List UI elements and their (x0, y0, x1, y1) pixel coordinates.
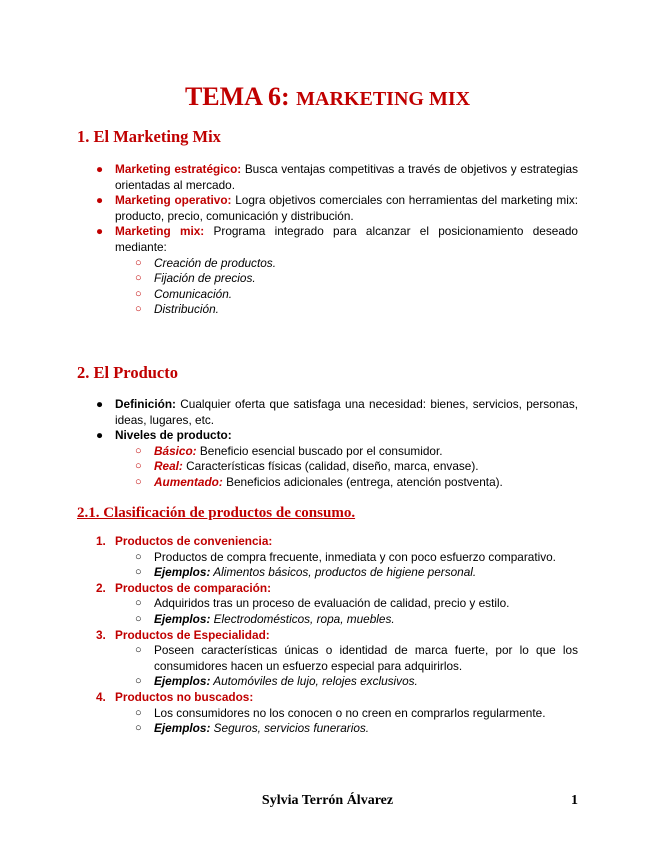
sub-item-term: Básico: (154, 443, 197, 458)
title-rest: MARKETING MIX (296, 88, 471, 110)
list-item (96, 397, 578, 428)
sub-item-text: Los consumidores no los conocen o no creen en comprarlos regularmente. (154, 705, 546, 720)
list-item (96, 193, 578, 224)
item-title: Productos no buscados: (115, 689, 254, 704)
sub-item (96, 302, 578, 318)
item-number: 3. (96, 627, 106, 642)
footer-author: Sylvia Terrón Álvarez (261, 793, 394, 808)
circle-bullet-icon: ○ (135, 675, 142, 688)
page-title (0, 82, 655, 114)
list-item (96, 224, 578, 255)
sub-item-text: Adquiridos tras un proceso de evaluación de calidad, precio y estilo. (154, 596, 510, 611)
section-2-heading: 2. El Producto (77, 363, 178, 382)
numbered-item (96, 581, 578, 597)
circle-bullet-icon: ○ (135, 550, 142, 563)
item-title: Productos de comparación: (115, 580, 272, 595)
sub-item (96, 674, 578, 690)
item-text: Programa integrado para alcanzar el posicionamiento deseado mediante: (115, 224, 578, 254)
page-number: 1 (571, 793, 578, 808)
example-label: Ejemplos: (154, 611, 211, 626)
sub-item-text: Comunicación. (154, 286, 233, 301)
sub-item-text: Productos de compra frecuente, inmediata y con poco esfuerzo comparativo. (154, 549, 556, 564)
circle-bullet-icon: ○ (135, 444, 142, 457)
circle-bullet-icon: ○ (135, 644, 142, 657)
circle-bullet-icon: ○ (135, 597, 142, 610)
section-1-list (96, 162, 578, 318)
item-term: Marketing estratégico: (115, 162, 242, 176)
sub-item-text: Poseen características únicas o identidad de marca fuerte, por lo que los consumidores hacen un esfuerzo especial para adquirirlos. (154, 643, 578, 673)
list-item (96, 428, 578, 444)
example-label: Ejemplos: (154, 674, 211, 689)
circle-bullet-icon: ○ (135, 460, 142, 473)
bullet-icon: ● (96, 397, 104, 411)
bullet-icon: ● (96, 162, 104, 176)
sub-item-text: Características físicas (calidad, diseño, marca, envase). (182, 459, 479, 474)
item-number: 1. (96, 534, 106, 548)
sub-item (96, 444, 578, 460)
example-label: Ejemplos: (154, 565, 211, 580)
item-title: Productos de conveniencia: (115, 534, 273, 548)
item-term: Marketing operativo: (115, 193, 232, 208)
circle-bullet-icon: ○ (135, 475, 142, 488)
item-text: Logra objetivos comerciales con herramientas del marketing mix: producto, precio, comunicación y distribución. (115, 193, 578, 223)
section-2-1-list (96, 534, 578, 737)
sub-item (96, 643, 578, 674)
example-label: Ejemplos: (154, 721, 211, 736)
item-term: Marketing mix: (115, 224, 205, 239)
circle-bullet-icon: ○ (135, 256, 142, 269)
sub-item-text: Distribución. (154, 302, 219, 317)
sub-item-text: Creación de productos. (154, 255, 276, 270)
bullet-icon: ● (96, 428, 104, 443)
section-1-heading: 1. El Marketing Mix (77, 127, 221, 146)
circle-bullet-icon: ○ (135, 566, 142, 579)
sub-item (96, 612, 578, 628)
sub-item (96, 475, 578, 491)
sub-item-text: Beneficios adicionales (entrega, atención postventa). (222, 474, 503, 489)
circle-bullet-icon: ○ (135, 287, 142, 300)
item-term: Definición: (115, 397, 176, 411)
sub-item (96, 596, 578, 612)
sub-item (96, 721, 578, 737)
example-text: Automóviles de lujo, relojes exclusivos. (210, 674, 418, 689)
circle-bullet-icon: ○ (135, 612, 142, 625)
sub-item (96, 287, 578, 303)
sub-item (96, 706, 578, 722)
sub-item-term: Aumentado: (154, 474, 223, 489)
item-term: Niveles de producto: (115, 428, 232, 443)
item-title: Productos de Especialidad: (115, 627, 270, 642)
numbered-item (96, 690, 578, 706)
title-main: TEMA 6: (184, 82, 290, 111)
item-number: 4. (96, 689, 106, 704)
circle-bullet-icon: ○ (135, 303, 142, 316)
sub-item (96, 459, 578, 475)
section-2-list (96, 397, 578, 491)
circle-bullet-icon: ○ (135, 722, 142, 735)
bullet-icon: ● (96, 224, 104, 239)
example-text: Seguros, servicios funerarios. (210, 721, 370, 736)
list-item (96, 162, 578, 193)
sub-item-text: Fijación de precios. (154, 271, 256, 286)
sub-item-text: Beneficio esencial buscado por el consumidor. (196, 443, 443, 458)
circle-bullet-icon: ○ (135, 706, 142, 719)
item-number: 2. (96, 580, 106, 595)
item-text: Cualquier oferta que satisfaga una necesidad: bienes, servicios, personas, ideas, lugares, etc. (115, 397, 578, 427)
item-text: Busca ventajas competitivas a través de objetivos y estrategias orientadas al mercado. (115, 162, 578, 192)
numbered-item (96, 628, 578, 644)
sub-item (96, 565, 578, 581)
numbered-item (96, 534, 578, 550)
sub-item-term: Real: (154, 459, 183, 474)
sub-item (96, 271, 578, 287)
section-2-1-heading: 2.1. Clasificación de productos de consumo. (77, 505, 356, 521)
sub-item (96, 550, 578, 566)
circle-bullet-icon: ○ (135, 272, 142, 285)
sub-item (96, 256, 578, 272)
example-text: Electrodomésticos, ropa, muebles. (210, 611, 395, 626)
bullet-icon: ● (96, 193, 104, 208)
example-text: Alimentos básicos, productos de higiene personal. (210, 565, 477, 580)
